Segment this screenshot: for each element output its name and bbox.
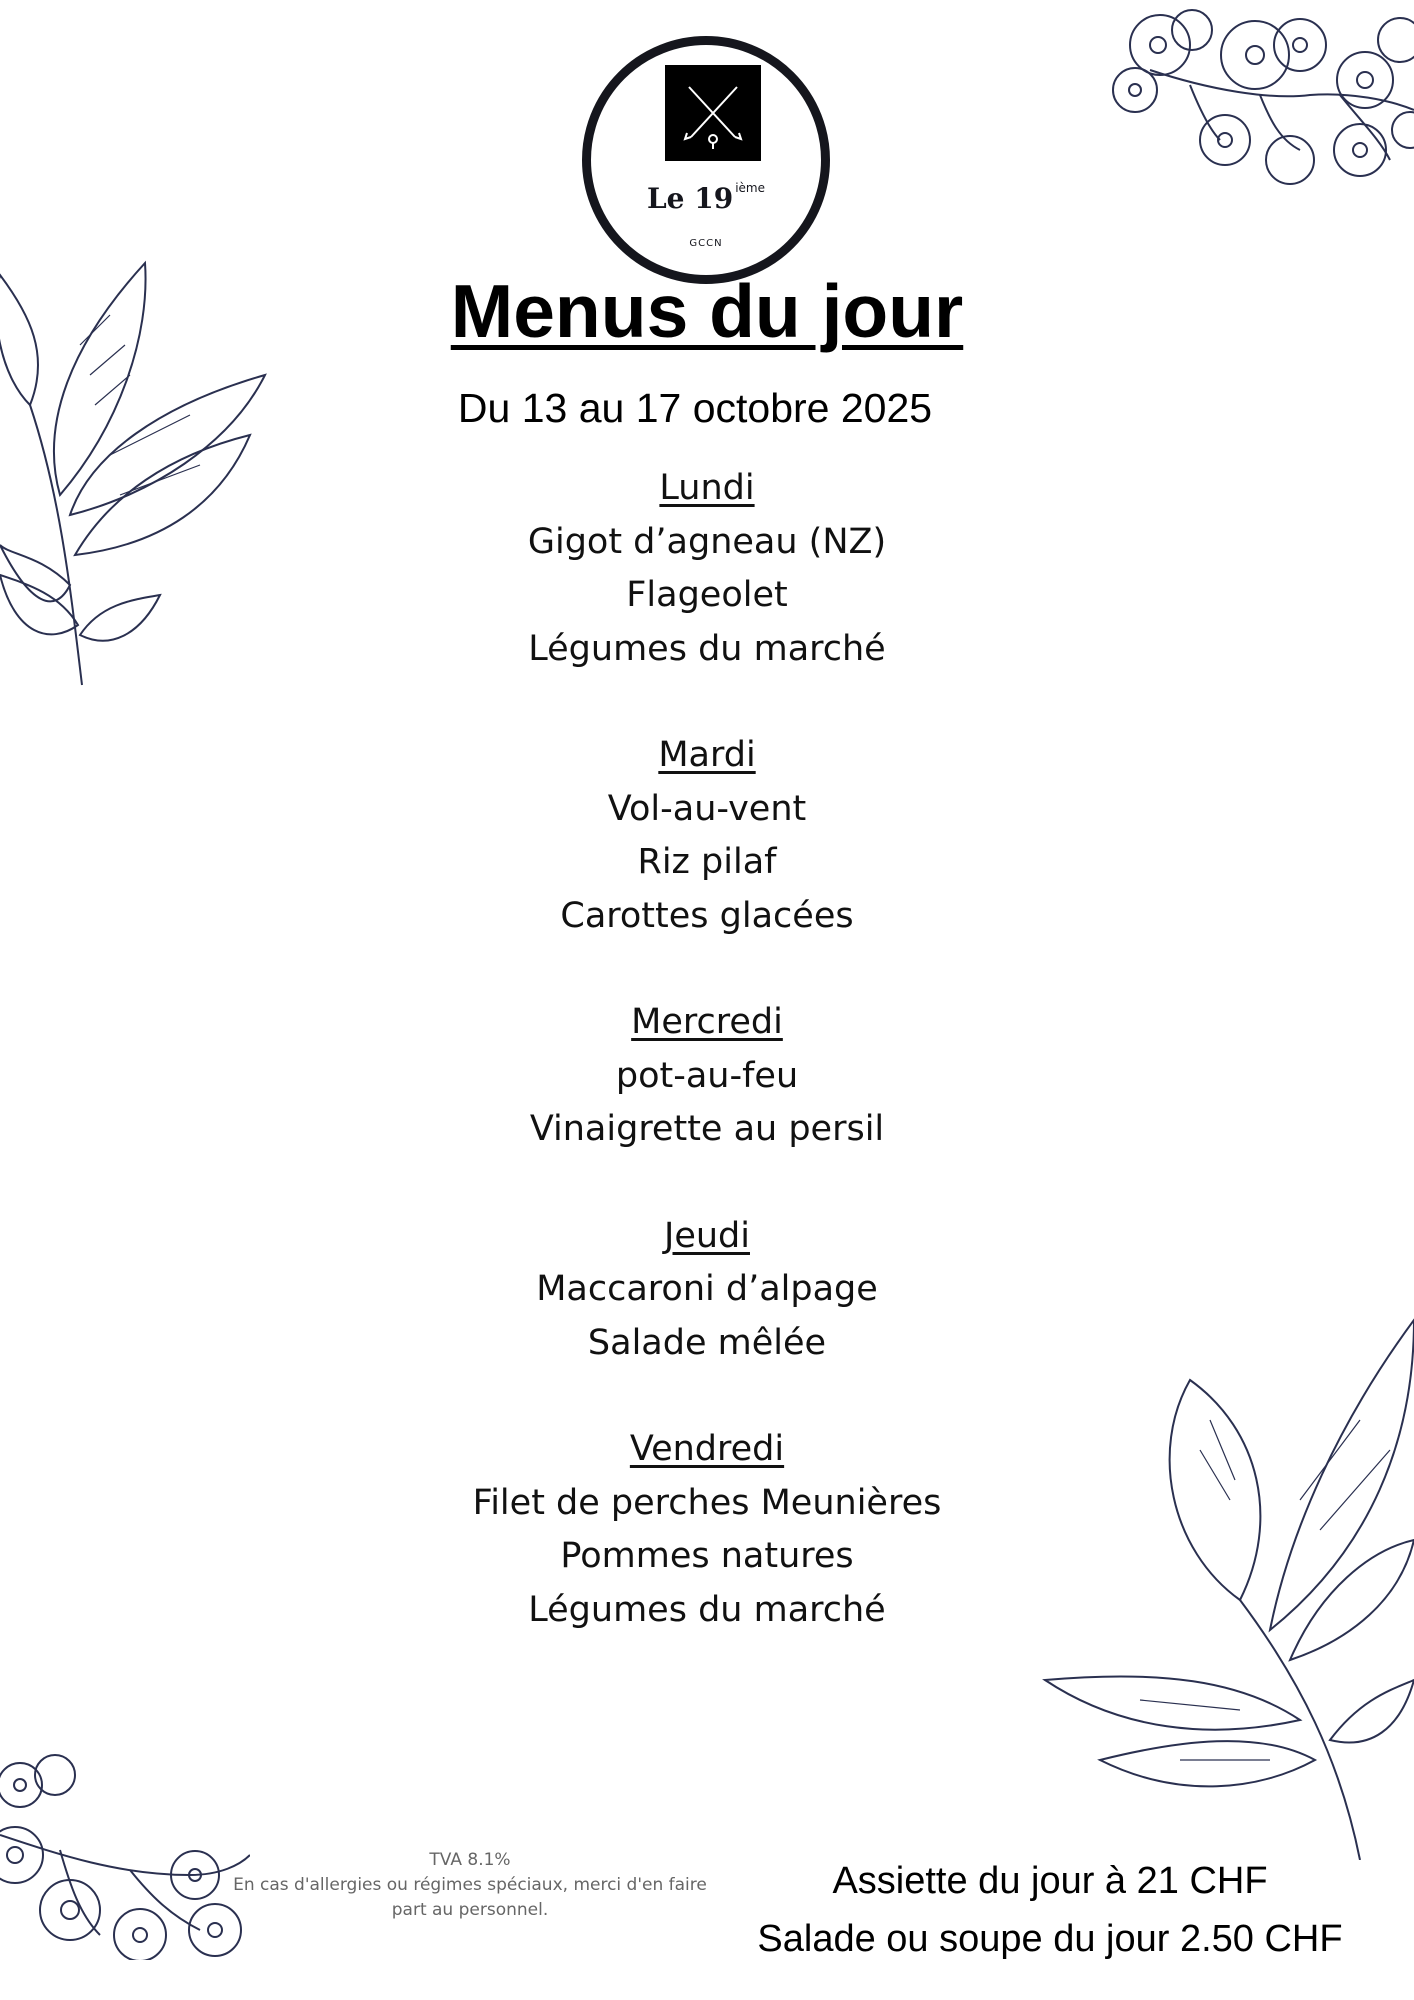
- blueberry-branch-top-right-illustration: [1110, 0, 1414, 210]
- day-menu-lundi: [0, 462, 1414, 676]
- price-info: [700, 1852, 1400, 1968]
- date-range: Du 13 au 17 octobre 2025: [457, 385, 933, 431]
- dish: Pommes natures: [560, 1536, 854, 1576]
- dish: Salade mêlée: [587, 1322, 827, 1363]
- day-name: Jeudi: [664, 1215, 750, 1256]
- day-name: Mardi: [658, 735, 756, 775]
- crossed-golf-clubs-icon: [665, 65, 761, 161]
- dish: Filet de perches Meunières: [472, 1482, 942, 1523]
- dish: Riz pilaf: [637, 842, 777, 882]
- salad-soup-price: Salade ou soupe du jour 2.50 CHF: [757, 1918, 1343, 1960]
- day-name: Lundi: [659, 468, 755, 508]
- allergy-note-line-2: part au personnel.: [391, 1900, 549, 1920]
- dish: Légumes du marché: [528, 628, 886, 669]
- day-menu-jeudi: [0, 1210, 1414, 1371]
- day-menu-mercredi: [0, 996, 1414, 1157]
- logo-name-superscript: ième: [735, 181, 765, 195]
- dish: Vinaigrette au persil: [529, 1109, 885, 1149]
- footer-note: [230, 1848, 710, 1923]
- day-menu-vendredi: [0, 1423, 1414, 1637]
- dish: Carottes glacées: [560, 895, 854, 936]
- vat-note: TVA 8.1%: [429, 1850, 511, 1870]
- page-title: Menus du jour: [450, 269, 964, 353]
- dish: Maccaroni d’alpage: [536, 1269, 878, 1309]
- dish: Gigot d’agneau (NZ): [527, 521, 887, 562]
- dish: Légumes du marché: [528, 1589, 886, 1630]
- day-name: Mercredi: [631, 1002, 783, 1042]
- dish: Flageolet: [626, 575, 788, 615]
- day-menu-mardi: [0, 729, 1414, 943]
- weekly-menu: [0, 462, 1414, 1690]
- day-name: Vendredi: [629, 1429, 785, 1469]
- logo-subtitle: GCCN: [689, 238, 723, 249]
- allergy-note-line-1: En cas d'allergies ou régimes spéciaux, merci d'en faire: [233, 1875, 707, 1895]
- dish: Vol-au-vent: [607, 788, 807, 829]
- blueberry-branch-bottom-left-illustration: [0, 1745, 250, 1960]
- logo-name: Le 19 $^{ième}$: [646, 181, 765, 215]
- restaurant-logo: [582, 36, 830, 284]
- plate-price: Assiette du jour à 21 CHF: [832, 1860, 1268, 1902]
- dish: pot-au-feu: [615, 1055, 799, 1096]
